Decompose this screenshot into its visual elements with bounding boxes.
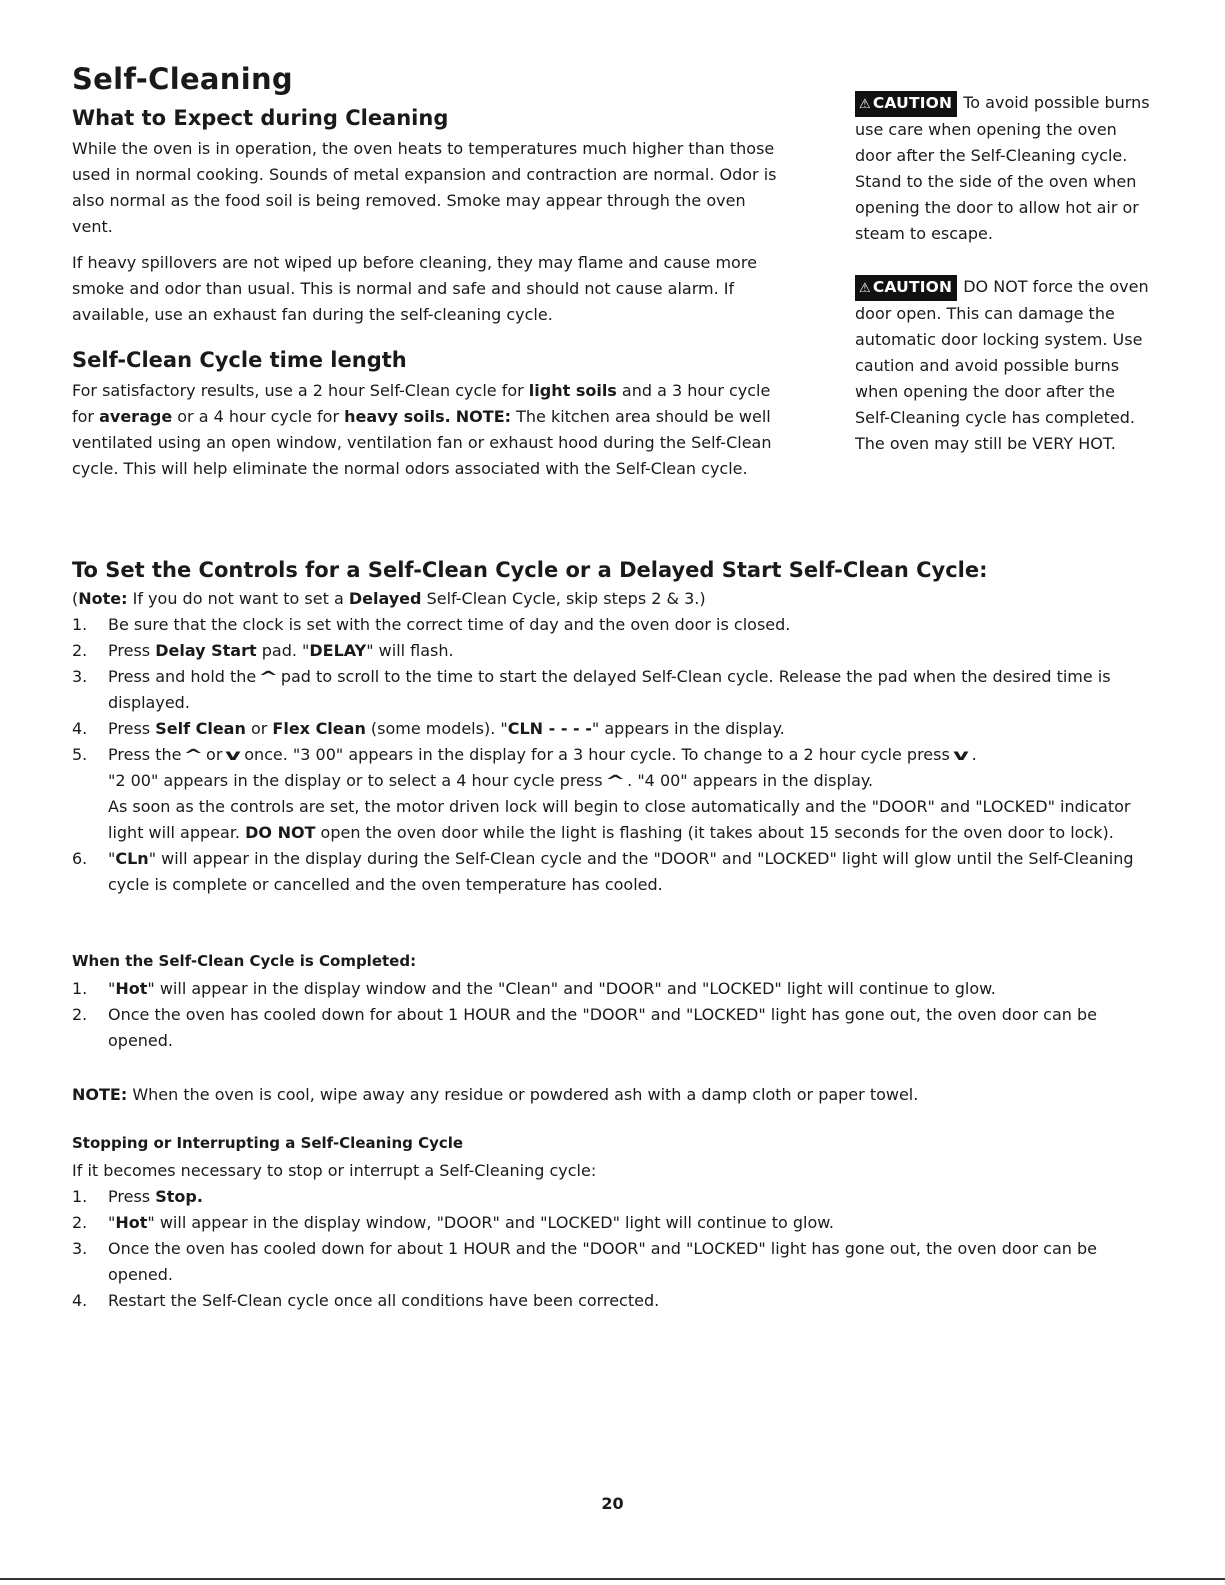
list-item: 5. Press the ^ or v once. "3 00" appears in the display for a 3 hour cycle. To change to a 2 hour cycle press v . "2 00" appears in the display or to select a 4 hour cycle press ^ . "4 00" appears in the display. As soon as the controls are set, the motor driven lock will begin to close automatically and the "DOOR" and "LOCKED" indicator light will appear. DO NOT open the oven door while the light is flashing (it takes about 15 seconds for the oven door to lock). [72, 742, 1152, 846]
list-item: 2. Once the oven has cooled down for about 1 HOUR and the "DOOR" and "LOCKED" light has gone out, the oven door can be opened. [72, 1005, 1097, 1050]
up-arrow-icon: ^ [604, 772, 625, 790]
down-arrow-icon: v [225, 746, 242, 764]
page-title: Self-Cleaning [72, 62, 293, 96]
list-item: 3. Press and hold the ^ pad to scroll to the time to start the delayed Self-Clean cycle. Release the pad when the desired time is displayed. [72, 664, 1152, 716]
list-item: 3. Once the oven has cooled down for about 1 HOUR and the "DOOR" and "LOCKED" light has gone out, the oven door can be opened. [72, 1239, 1097, 1284]
caution-badge: ⚠ CAUTION [855, 275, 957, 301]
page-number: 20 [601, 1494, 624, 1513]
paragraph-spillovers: If heavy spillovers are not wiped up before cleaning, they may flame and cause more smoke and odor than usual. This is normal and safe and should not cause alarm. If available, use an exhaust fan during the self-cleaning cycle. [72, 253, 757, 324]
caution-badge: ⚠ CAUTION [855, 91, 957, 117]
up-arrow-icon: ^ [258, 668, 279, 686]
stopping-section [72, 1158, 1152, 1314]
caution-notice-burns [855, 90, 1155, 247]
list-item: 1. Press Stop. [72, 1187, 203, 1206]
up-arrow-icon: ^ [183, 746, 204, 764]
caution-text: To avoid possible burns use care when opening the oven door after the Self-Cleaning cycle. Stand to the side of the oven when opening the door to allow hot air or steam to escape. [855, 93, 1150, 243]
section-heading-cycle-length: Self-Clean Cycle time length [72, 348, 407, 372]
list-item: 6. "CLn" will appear in the display during the Self-Clean cycle and the "DOOR" and "LOCKED" light will glow until the Self-Cleaning cycle is complete or cancelled and the oven temperature has cooled. [72, 849, 1134, 894]
paragraph-cycle-length: For satisfactory results, use a 2 hour Self-Clean cycle for light soils and a 3 hour cycle for average or a 4 hour cycle for heavy soils. NOTE: The kitchen area should be well ventilated using an open window, ventilation fan or exhaust hood during the Self-Clean cycle. This will help eliminate the normal odors associated with the Self-Clean cycle. [72, 381, 772, 478]
section-heading-what-to-expect: What to Expect during Cleaning [72, 106, 449, 130]
list-item: 4. Restart the Self-Clean cycle once all conditions have been corrected. [72, 1291, 660, 1310]
down-arrow-icon: v [952, 746, 969, 764]
stopping-steps [72, 1184, 1152, 1314]
bottom-rule [0, 1578, 1225, 1580]
warning-triangle-icon: ⚠ [859, 97, 871, 112]
note-cleanup: NOTE: When the oven is cool, wipe away any residue or powdered ash with a damp cloth or paper towel. [72, 1085, 919, 1104]
list-item: 1. Be sure that the clock is set with the correct time of day and the oven door is closed. [72, 615, 791, 634]
subheading-completed: When the Self-Clean Cycle is Completed: [72, 952, 417, 970]
list-item: 4. Press Self Clean or Flex Clean (some models). "CLN - - - -" appears in the display. [72, 719, 785, 738]
list-item: 2. Press Delay Start pad. "DELAY" will flash. [72, 641, 454, 660]
subheading-stopping: Stopping or Interrupting a Self-Cleaning Cycle [72, 1134, 464, 1152]
caution-notice-door [855, 274, 1155, 457]
warning-triangle-icon: ⚠ [859, 281, 871, 296]
note-delayed: (Note: If you do not want to set a Delayed Self-Clean Cycle, skip steps 2 & 3.) [72, 589, 706, 608]
section-heading-set-controls: To Set the Controls for a Self-Clean Cycle or a Delayed Start Self-Clean Cycle: [72, 558, 988, 582]
stopping-intro: If it becomes necessary to stop or interrupt a Self-Cleaning cycle: [72, 1161, 597, 1180]
paragraph-operation: While the oven is in operation, the oven heats to temperatures much higher than those used in normal cooking. Sounds of metal expansion and contraction are normal. Odor is also normal as the food soil is being removed. Smoke may appear through the oven vent. [72, 139, 777, 236]
completed-steps [72, 976, 1152, 1054]
list-item: 2. "Hot" will appear in the display window, "DOOR" and "LOCKED" light will continue to glow. [72, 1213, 834, 1232]
caution-text: DO NOT force the oven door open. This can damage the automatic door locking system. Use caution and avoid possible burns when opening the door after the Self-Cleaning cycle has completed. The oven may still be VERY HOT. [855, 277, 1149, 453]
set-controls-steps [72, 612, 1152, 898]
list-item: 1. "Hot" will appear in the display window and the "Clean" and "DOOR" and "LOCKED" light will continue to glow. [72, 979, 996, 998]
